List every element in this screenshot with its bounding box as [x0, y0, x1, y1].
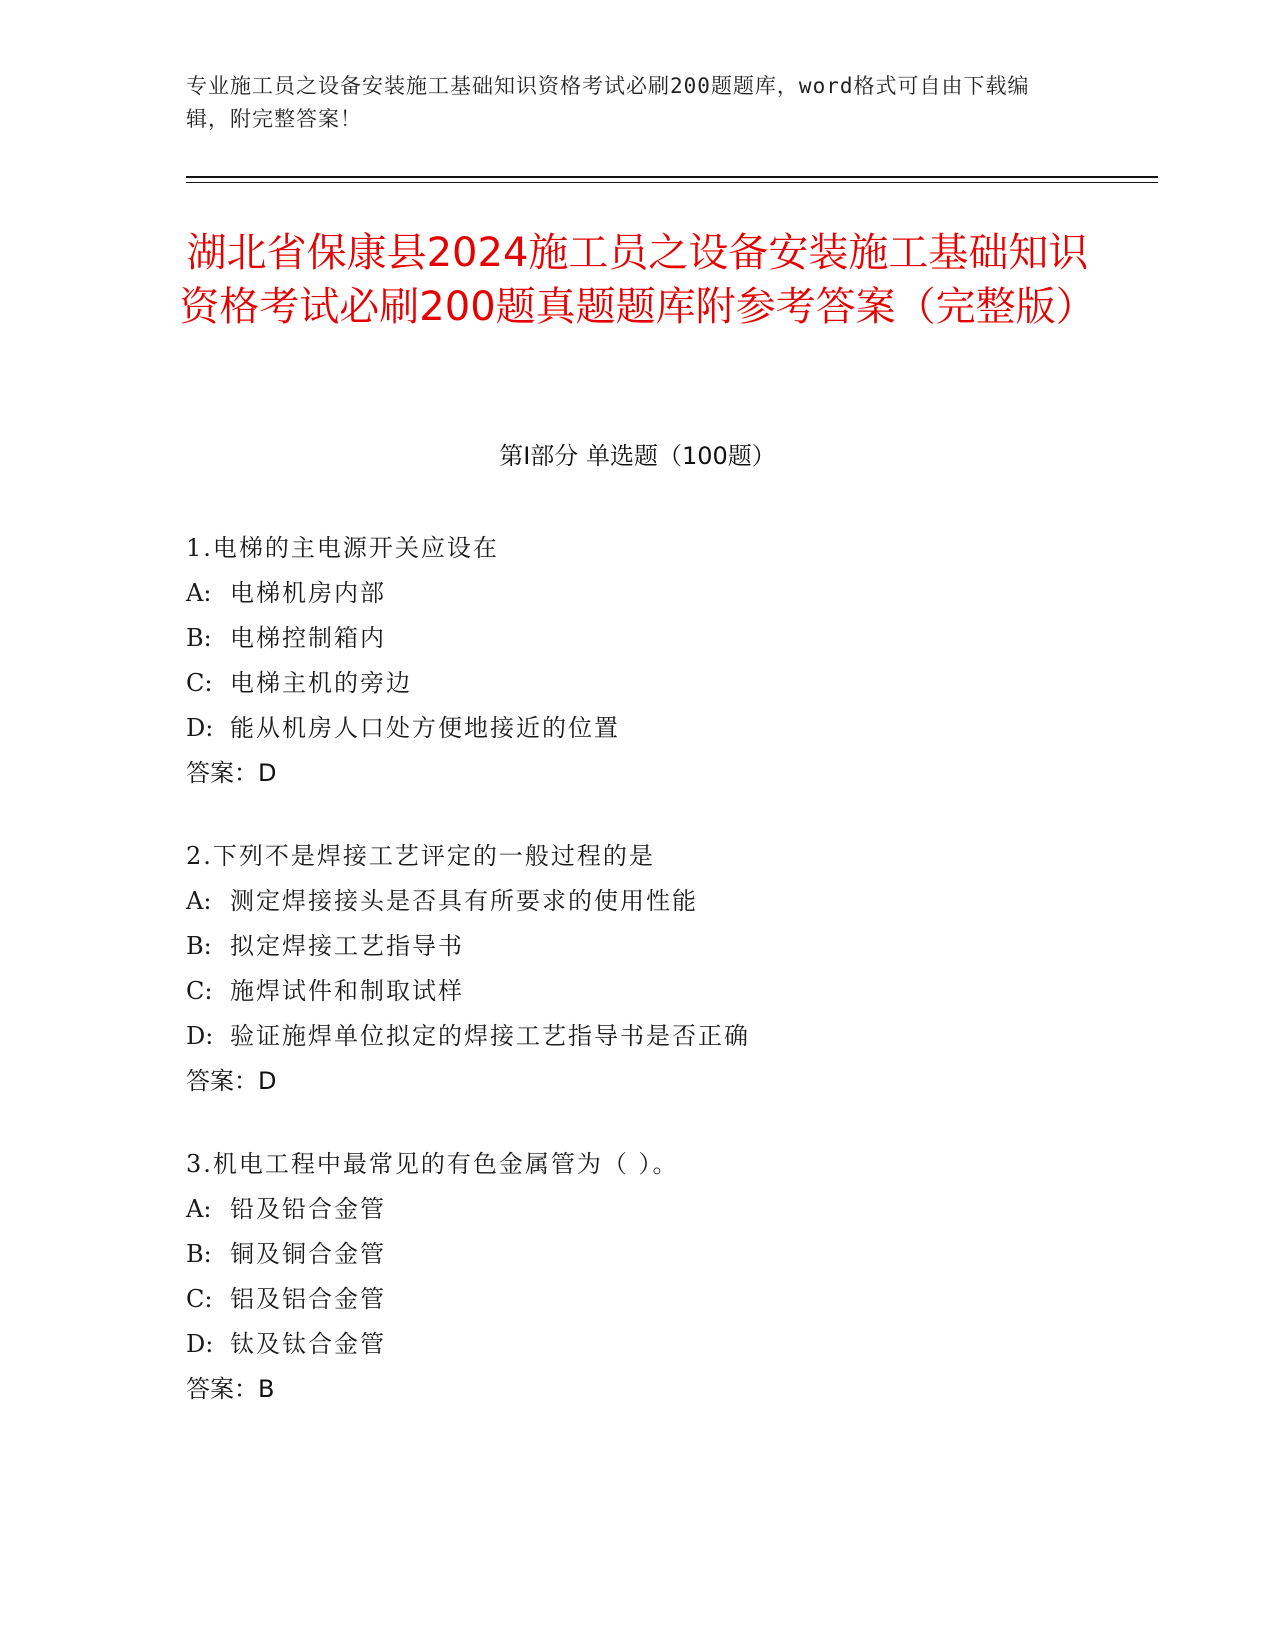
option-b [186, 1232, 1166, 1277]
option-a [186, 1187, 1166, 1232]
option-key: A: [186, 1195, 212, 1223]
option-text: 铝及铝合金管 [230, 1285, 386, 1313]
option-d [186, 1014, 1166, 1059]
question-stem: 1.电梯的主电源开关应设在 [186, 534, 499, 562]
option-c [186, 1277, 1166, 1322]
header-divider-thin [186, 182, 1158, 183]
option-c [186, 661, 1166, 706]
question-stem: 2.下列不是焊接工艺评定的一般过程的是 [186, 842, 655, 870]
option-key: C: [186, 1285, 213, 1313]
option-text: 测定焊接接头是否具有所要求的使用性能 [230, 887, 698, 915]
option-a [186, 879, 1166, 924]
header-note: 专业施工员之设备安装施工基础知识资格考试必刷200题题库，word格式可自由下载编辑，附完整答案！ [186, 74, 1030, 131]
option-text: 钛及钛合金管 [230, 1330, 386, 1358]
question-2 [186, 834, 1166, 1104]
option-d [186, 706, 1166, 751]
option-text: 验证施焊单位拟定的焊接工艺指导书是否正确 [230, 1022, 750, 1050]
option-key: C: [186, 977, 213, 1005]
option-text: 拟定焊接工艺指导书 [230, 932, 464, 960]
option-key: A: [186, 579, 212, 607]
answer: 答案：D [186, 1067, 277, 1095]
header-divider-thick [186, 176, 1158, 178]
answer: 答案：B [186, 1375, 275, 1403]
option-key: D: [186, 714, 214, 742]
answer: 答案：D [186, 759, 277, 787]
question-list [186, 526, 1166, 1450]
option-key: D: [186, 1330, 214, 1358]
option-key: B: [186, 624, 212, 652]
option-text: 铜及铜合金管 [230, 1240, 386, 1268]
option-b [186, 924, 1166, 969]
option-key: C: [186, 669, 213, 697]
option-key: B: [186, 932, 212, 960]
question-1 [186, 526, 1166, 796]
option-a [186, 571, 1166, 616]
option-text: 电梯机房内部 [230, 579, 386, 607]
option-key: A: [186, 887, 212, 915]
option-d [186, 1322, 1166, 1367]
option-text: 能从机房人口处方便地接近的位置 [230, 714, 620, 742]
question-stem: 3.机电工程中最常见的有色金属管为（ ）。 [186, 1150, 679, 1178]
section-title: 第Ⅰ部分 单选题（100题） [499, 442, 776, 470]
option-c [186, 969, 1166, 1014]
option-text: 电梯控制箱内 [230, 624, 386, 652]
option-text: 电梯主机的旁边 [230, 669, 412, 697]
option-text: 铅及铅合金管 [230, 1195, 386, 1223]
option-text: 施焊试件和制取试样 [230, 977, 464, 1005]
option-key: B: [186, 1240, 212, 1268]
document-title: 湖北省保康县2024施工员之设备安装施工基础知识资格考试必刷200题真题题库附参考答案（完整版） [179, 230, 1096, 330]
question-3 [186, 1142, 1166, 1412]
option-b [186, 616, 1166, 661]
option-key: D: [186, 1022, 214, 1050]
